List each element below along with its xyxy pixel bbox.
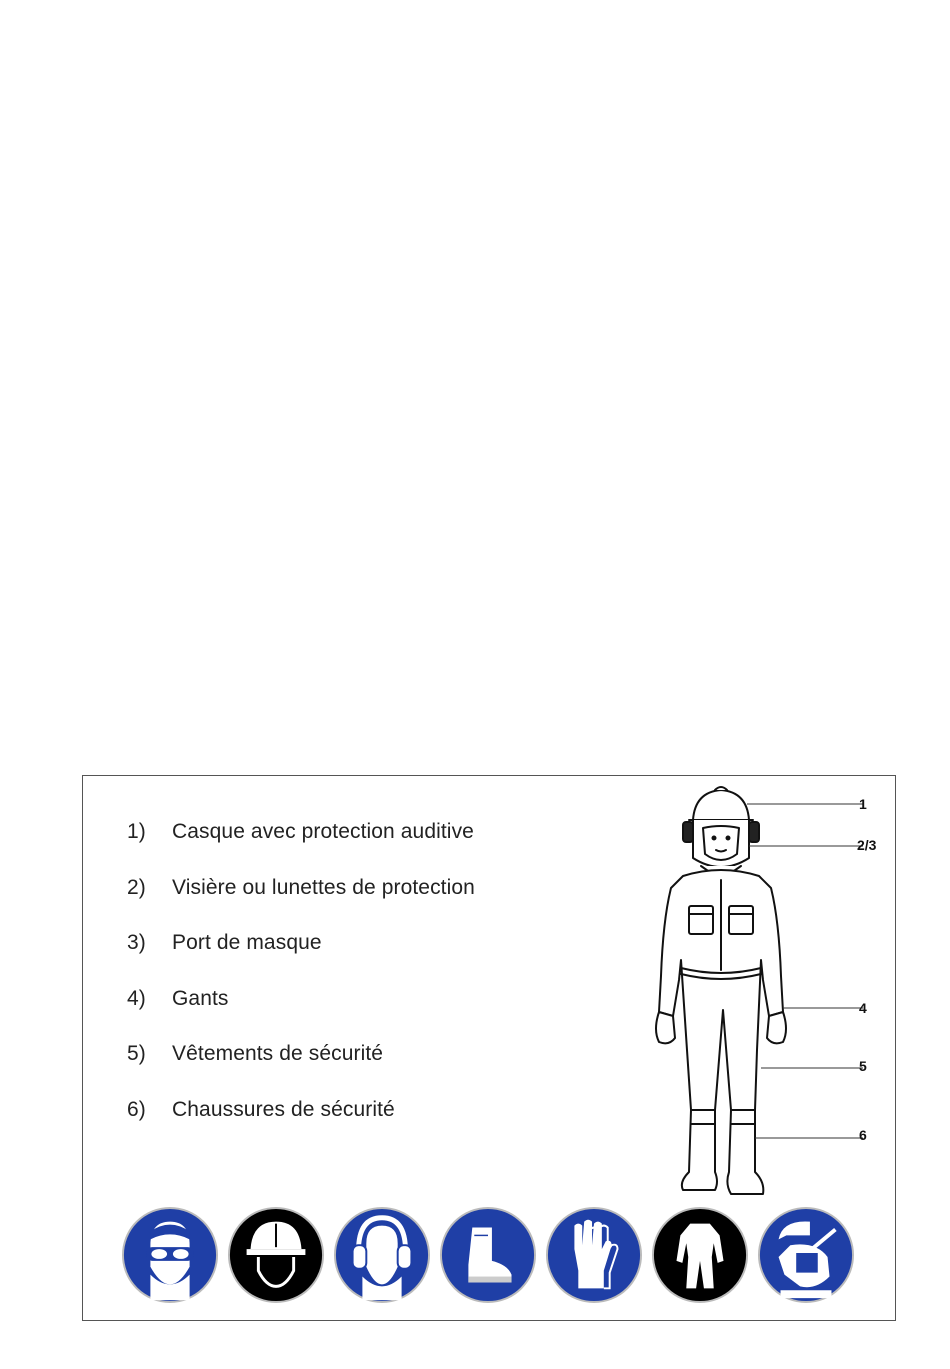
list-item-number: 6) bbox=[127, 1097, 146, 1121]
face-mask-icon bbox=[757, 1206, 855, 1304]
list-item bbox=[127, 1042, 475, 1098]
list-item-number: 1) bbox=[127, 820, 146, 843]
list-item-label: Casque avec protection auditive bbox=[172, 820, 474, 843]
list-item bbox=[127, 876, 475, 932]
list-item-label: Port de masque bbox=[172, 931, 322, 954]
hard-hat-icon bbox=[227, 1206, 325, 1304]
safety-goggles-icon bbox=[121, 1206, 219, 1304]
callout-label-4: 4 bbox=[859, 1000, 867, 1016]
worker-figure-illustration bbox=[623, 780, 923, 1200]
list-item-label: Vêtements de sécurité bbox=[172, 1042, 384, 1065]
callout-label-2-3: 2/3 bbox=[857, 837, 877, 853]
list-item-label: Chaussures de sécurité bbox=[172, 1097, 395, 1121]
list-item bbox=[127, 931, 475, 987]
callout-label-6: 6 bbox=[859, 1127, 867, 1143]
list-item-label: Gants bbox=[172, 986, 229, 1010]
coverall-icon bbox=[651, 1206, 749, 1304]
safety-boots-icon bbox=[439, 1206, 537, 1304]
callout-label-5: 5 bbox=[859, 1058, 867, 1074]
safety-gloves-icon bbox=[545, 1206, 643, 1304]
safety-sign-row bbox=[121, 1206, 861, 1306]
list-item-number: 5) bbox=[127, 1042, 146, 1065]
list-item bbox=[127, 1098, 475, 1154]
list-item-label: Visière ou lunettes de protection bbox=[172, 875, 475, 899]
list-item bbox=[127, 987, 475, 1043]
ppe-list bbox=[127, 820, 475, 1153]
callout-label-1: 1 bbox=[859, 796, 867, 812]
list-item bbox=[127, 820, 475, 876]
ear-protection-icon bbox=[333, 1206, 431, 1304]
list-item-number: 2) bbox=[127, 875, 146, 899]
list-item-number: 4) bbox=[127, 986, 146, 1010]
list-item-number: 3) bbox=[127, 931, 146, 954]
ppe-panel bbox=[82, 775, 896, 1321]
